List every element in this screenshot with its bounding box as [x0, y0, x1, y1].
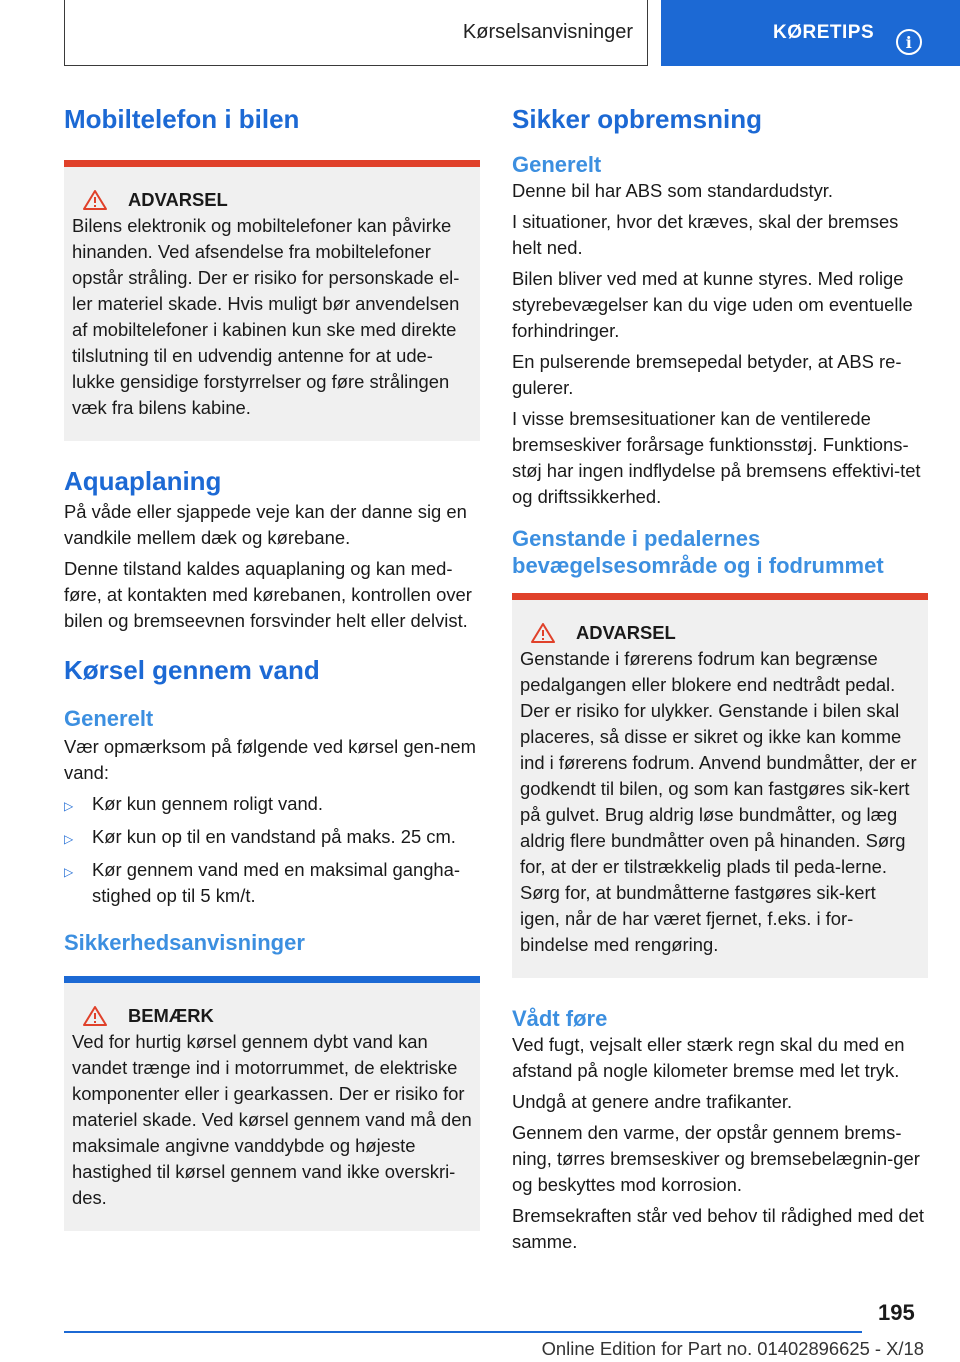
section-tab: [64, 0, 648, 66]
wet-road-paragraph-2: Undgå at genere andre trafikanter.: [512, 1091, 793, 1113]
warning-title: [520, 622, 920, 644]
water-driving-heading: Kørsel gennem vand: [64, 654, 320, 685]
note-label: BEMÆRK: [128, 1005, 214, 1027]
aquaplaning-paragraph-1: På våde eller sjappede veje kan der danne sig en vandkile mellem dæk og kørebane.: [64, 500, 467, 548]
note-title: [72, 1005, 472, 1027]
safety-note-box: [64, 976, 480, 1231]
wet-road-heading: Vådt føre: [512, 1006, 608, 1032]
triangle-bullet-icon: ▷: [64, 832, 74, 847]
braking-paragraph-1: Denne bil har ABS som standardudstyr.: [512, 180, 833, 202]
wet-road-paragraph-3: Gennem den varme, der opstår gennem brems-ning, tørres bremseskiver og bremsebelægnin-ger og beskyttes mod korrosion.: [512, 1122, 920, 1196]
footer-divider: [64, 1331, 862, 1333]
edition-text: Online Edition for Part no. 01402896625 - X/18: [541, 1338, 924, 1359]
warning-triangle-icon: [82, 1005, 108, 1027]
safety-heading: Sikkerhedsanvisninger: [64, 930, 305, 956]
warning-triangle-icon: [530, 622, 556, 644]
water-driving-list: [64, 791, 480, 909]
braking-heading: Sikker opbremsning: [512, 104, 762, 134]
mobile-warning-box: [64, 160, 480, 441]
water-driving-subheading: Generelt: [64, 705, 154, 731]
wet-road-paragraph-4: Bremsekraften står ved behov til rådighed med det samme.: [512, 1205, 924, 1253]
page-header: [0, 0, 960, 66]
aquaplaning-paragraph-2: Denne tilstand kaldes aquaplaning og kan med-føre, at kontakten med kørebanen, kontrollen over bilen og bremseevnen forsvinder helt eller delvist.: [64, 557, 472, 631]
objects-warning-box: [512, 593, 928, 978]
warning-text: Genstande i førerens fodrum kan begrænse pedalgangen eller blokere end nedtrådt pedal. Der er risiko for ulykker. Genstande i bilen skal placeres, så disse er sikret og ikke kan komme ind i førerens fodrum. Anvend bundmåtter, der er godkendt til bilen, og som kan fastgøres sik-kert på gulvet. Brug aldrig løse bundmåtter, og læg aldrig flere bundmåtter oven på hinanden. Sørg for, at der er tilstrækkelig plads til peda-lerne. Sørg for, at bundmåtterne fastgøres sik-kert igen, når de har været fjernet, f.eks. i for-bindelse med rengøring.: [520, 648, 917, 956]
section-title: Kørselsanvisninger: [462, 21, 633, 43]
aquaplaning-heading: Aquaplaning: [64, 465, 222, 496]
triangle-bullet-icon: ▷: [64, 865, 74, 880]
note-text: Ved for hurtig kørsel gennem dybt vand kan vandet trænge ind i motorrummet, de elektriske komponenter eller i gearkassen. Der er risiko for materiel skade. Ved kørsel gennem vand må den maksimale angivne vanddybde og højeste hastighed til kørsel gennem vand ikke overskri-des.: [72, 1031, 472, 1209]
objects-heading: Genstande i pedalernes bevægelsesområde og i fodrummet: [512, 526, 884, 578]
warning-triangle-icon: [82, 189, 108, 211]
braking-paragraph-3: Bilen bliver ved med at kunne styres. Med rolige styrebevægelser kan du vige uden om eventuelle forhindringer.: [512, 268, 913, 342]
braking-paragraph-5: I visse bremsesituationer kan de ventilerede bremseskiver forårsage funktionsstøj. Funktions-støj har ingen indflydelse på bremsens effektivi-tet og driftssikkerhed.: [512, 408, 921, 508]
warning-label: ADVARSEL: [128, 188, 228, 210]
chapter-tab: [661, 0, 960, 66]
braking-subheading: Generelt: [512, 151, 602, 177]
braking-paragraph-2: I situationer, hvor det kræves, skal der bremses helt ned.: [512, 211, 899, 259]
warning-text: Bilens elektronik og mobiltelefoner kan påvirke hinanden. Ved afsendelse fra mobiltelefoner opstår stråling. Der er risiko for personskade el-ler materiel skade. Hvis muligt bør anvendelsen af mobiltelefoner i kabinen kun ske med direkte tilslutning til en udvendig antenne for at ude-lukke gensidige forstyrrelser og føre strålingen væk fra bilens kabine.: [72, 214, 460, 418]
page-number: 195: [878, 1300, 915, 1325]
braking-paragraph-4: En pulserende bremsepedal betyder, at ABS re-gulerer.: [512, 351, 902, 399]
triangle-bullet-icon: ▷: [64, 799, 74, 814]
warning-title: [72, 189, 472, 211]
list-item: ▷ Kør gennem vand med en maksimal gangha-stighed op til 5 km/t.: [64, 857, 480, 909]
info-icon: i: [896, 29, 922, 55]
list-item: ▷ Kør kun op til en vandstand på maks. 25 cm.: [64, 824, 480, 852]
chapter-title: KØRETIPS: [773, 22, 875, 43]
warning-label: ADVARSEL: [576, 622, 676, 644]
list-item: ▷ Kør kun gennem roligt vand.: [64, 791, 480, 819]
left-column: [64, 100, 480, 1231]
right-column: [512, 100, 928, 1260]
water-driving-intro: Vær opmærksom på følgende ved kørsel gen-nem vand:: [64, 736, 476, 784]
mobile-phone-heading: Mobiltelefon i bilen: [64, 104, 300, 134]
wet-road-paragraph-1: Ved fugt, vejsalt eller stærk regn skal du med en afstand på nogle kilometer bremse med let tryk.: [512, 1034, 905, 1082]
